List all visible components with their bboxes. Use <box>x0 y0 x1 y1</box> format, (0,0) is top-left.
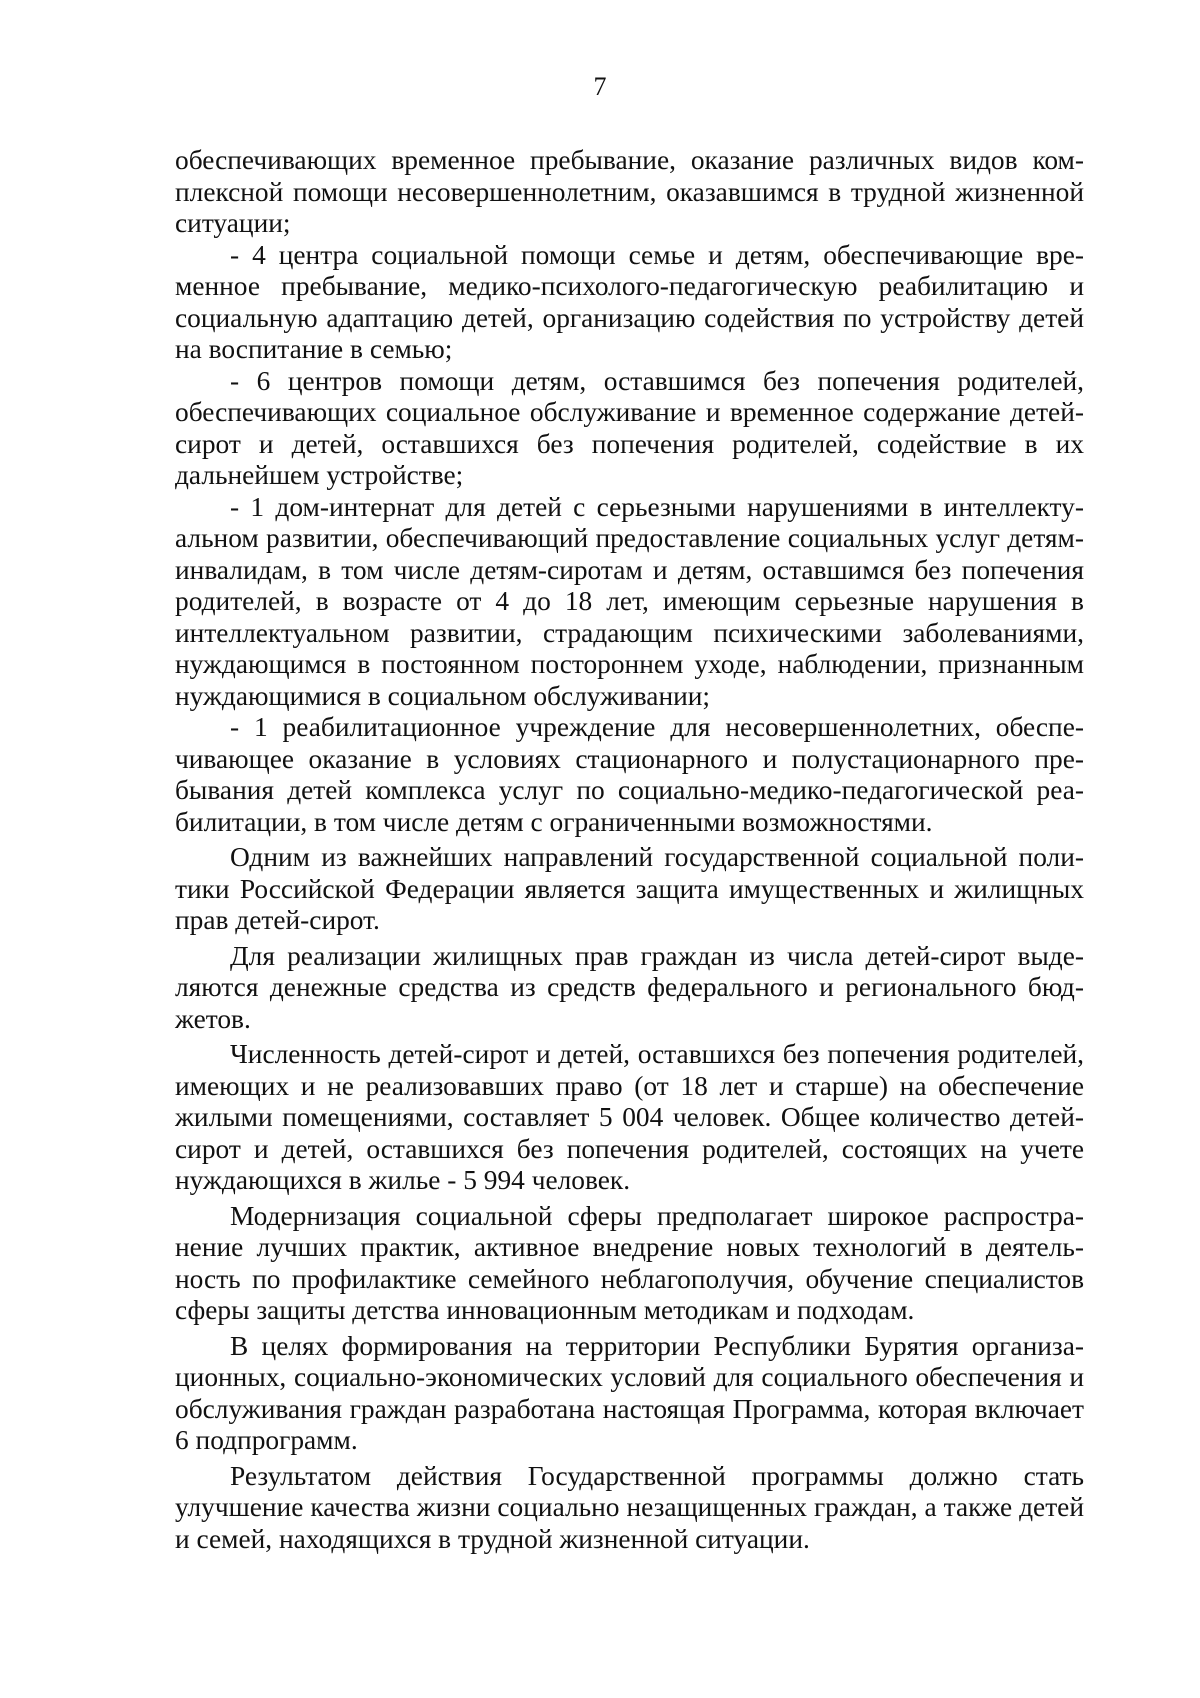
paragraph-property-rights: Одним из важнейших направлений государственной социальной политики Российской Федерации является защита имущественных и жилищных прав детей-сирот. <box>175 842 1084 935</box>
document-body <box>175 145 1084 1555</box>
paragraph-program-result: Результатом действия Государственной программы должно стать улучшение качества жизни социально незащищенных граждан, а также детей и семей, находящихся в трудной жизненной ситуации. <box>175 1460 1084 1554</box>
list-item-rehabilitation-institution: - 1 реабилитационное учреждение для несовершеннолетних, обеспечивающее оказание в условиях стационарного и полустационарного пребывания детей комплекса услуг по социально-медико-педагогической реабилитации, в том числе детям с ограниченными возможностями. <box>175 712 1084 837</box>
page-number: 7 <box>593 72 607 101</box>
paragraph-orphan-statistics: Численность детей-сирот и детей, оставшихся без попечения родителей, имеющих и не реализовавших право (от 18 лет и старше) на обеспечение жилыми помещениями, составляет 5 004 человек. Общее количество детей-сирот и детей, оставшихся без попечения родителей, состоящих на учете нуждающихся в жилье - 5 994 человек. <box>175 1039 1084 1195</box>
list-item-boarding-home: - 1 дом-интернат для детей с серьезными нарушениями в интеллектуальном развитии, обеспечивающий предоставление социальных услуг детям-инвалидам, в том числе детям-сиротам и детям, оставшимся без попечения родителей, в возрасте от 4 до 18 лет, имеющим серьезные нарушения в интеллектуальном развитии, страдающим психическими заболеваниями, нуждающимся в постоянном постороннем уходе, наблюдении, признанным нуждающимися в социальном обслуживании; <box>175 491 1084 711</box>
list-item-orphan-help-centers: - 6 центров помощи детям, оставшимся без попечения родителей, обеспечивающих социальное обслуживание и временное содержание детей-сирот и детей, оставшихся без попечения родителей, содействие в их дальнейшем устройстве; <box>175 365 1084 490</box>
paragraph-housing-funding: Для реализации жилищных прав граждан из числа детей-сирот выделяются денежные средства из средств федерального и регионального бюджетов. <box>175 940 1084 1034</box>
list-item-social-help-centers: - 4 центра социальной помощи семье и детям, обеспечивающие временное пребывание, медико-психолого-педагогическую реабилитацию и социальную адаптацию детей, организацию содействия по устройству детей на воспитание в семью; <box>175 239 1084 364</box>
paragraph-program-purpose: В целях формирования на территории Республики Бурятия организационных, социально-экономических условий для социального обеспечения и обслуживания граждан разработана настоящая Программа, которая включает 6 подпрограмм. <box>175 1330 1084 1455</box>
paragraph-modernization: Модернизация социальной сферы предполагает широкое распространение лучших практик, активное внедрение новых технологий в деятельность по профилактике семейного неблагополучия, обучение специалистов сферы защиты детства инновационным методикам и подходам. <box>175 1200 1084 1325</box>
paragraph-continuation: обеспечивающих временное пребывание, оказание различных видов комплексной помощи несовершеннолетним, оказавшимся в трудной жизненной ситуации; <box>175 145 1084 238</box>
